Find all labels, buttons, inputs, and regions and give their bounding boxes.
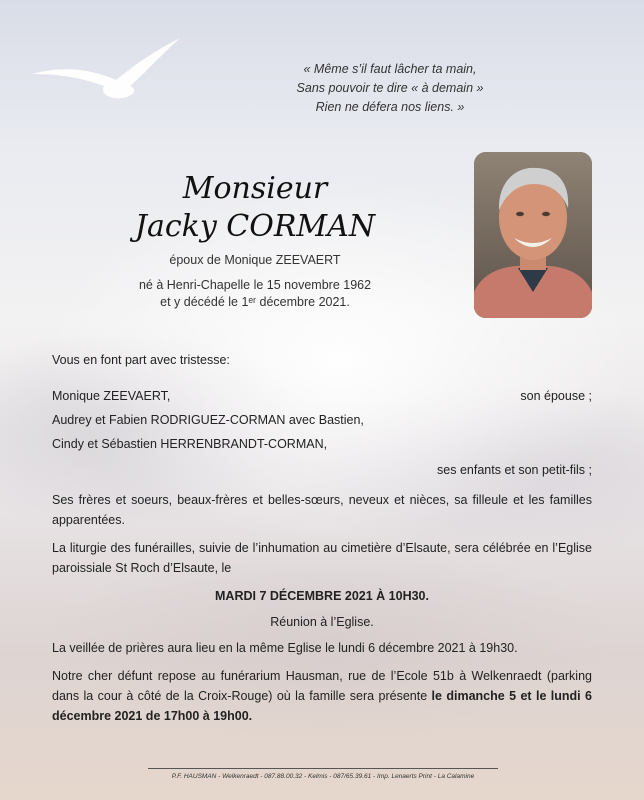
- children-role: ses enfants et son petit-fils ;: [437, 463, 592, 477]
- family-member-name: Monique ZEEVAERT,: [52, 389, 171, 403]
- honorific: Monsieur: [182, 171, 328, 206]
- birth-line: né à Henri-Chapelle le 15 novembre 1962: [138, 278, 372, 292]
- memorial-quote: [280, 60, 500, 117]
- funeral-home-footer: P.F. HAUSMAN - Welkenraedt - 087.88.00.32 - Kelmis - 087/65.39.61 - Imp. Lenaerts Print - La Calamine: [148, 768, 498, 780]
- funeral-datetime: MARDI 7 DÉCEMBRE 2021 À 10H30.: [215, 589, 429, 603]
- announcement-body: [52, 350, 592, 726]
- vigil-text: La veillée de prières aura lieu en la même Eglise le lundi 6 décembre 2021 à 19h30.: [52, 641, 518, 655]
- meeting-text: Réunion à l’Eglise.: [270, 615, 374, 629]
- family-member-name: Cindy et Sébastien HERRENBRANDT-CORMAN,: [52, 437, 328, 451]
- portrait-photo: [474, 152, 592, 318]
- rest-text: [52, 666, 592, 726]
- quote-line: Rien ne défera nos liens. »: [315, 100, 465, 114]
- extended-family: Ses frères et soeurs, beaux-frères et belles-sœurs, neveux et nièces, sa filleule et les familles apparentées.: [52, 493, 592, 527]
- deceased-header: [110, 170, 400, 311]
- seagull-icon: [30, 36, 182, 106]
- quote-line: Sans pouvoir te dire « à demain »: [296, 81, 484, 95]
- family-member-role: son épouse ;: [520, 389, 592, 403]
- family-member-row: [52, 386, 592, 406]
- intro-text: Vous en font part avec tristesse:: [52, 353, 230, 367]
- family-member-row: [52, 410, 592, 430]
- quote-line: « Même s’il faut lâcher ta main,: [303, 62, 477, 76]
- visiting-hours: le dimanche 5 et le lundi 6 décembre 2021 de 17h00 à 19h00.: [52, 689, 592, 723]
- family-member-name: Audrey et Fabien RODRIGUEZ-CORMAN avec Bastien,: [52, 413, 364, 427]
- family-member-row: [52, 434, 592, 454]
- deceased-name: Jacky CORMAN: [134, 209, 376, 244]
- liturgy-text: La liturgie des funérailles, suivie de l’inhumation au cimetière d’Elsaute, sera célébrée en l’Eglise paroissiale St Roch d’Elsaute, le: [52, 541, 592, 575]
- rest-location: Notre cher défunt repose au funérarium Hausman, rue de l’Ecole 51b à Welkenraedt (parking dans la cour à côté de la Croix-Rouge) où la famille sera présente: [52, 669, 592, 703]
- death-line: et y décédé le 1ᵉʳ décembre 2021.: [160, 295, 350, 309]
- spouse-line: époux de Monique ZEEVAERT: [169, 253, 341, 267]
